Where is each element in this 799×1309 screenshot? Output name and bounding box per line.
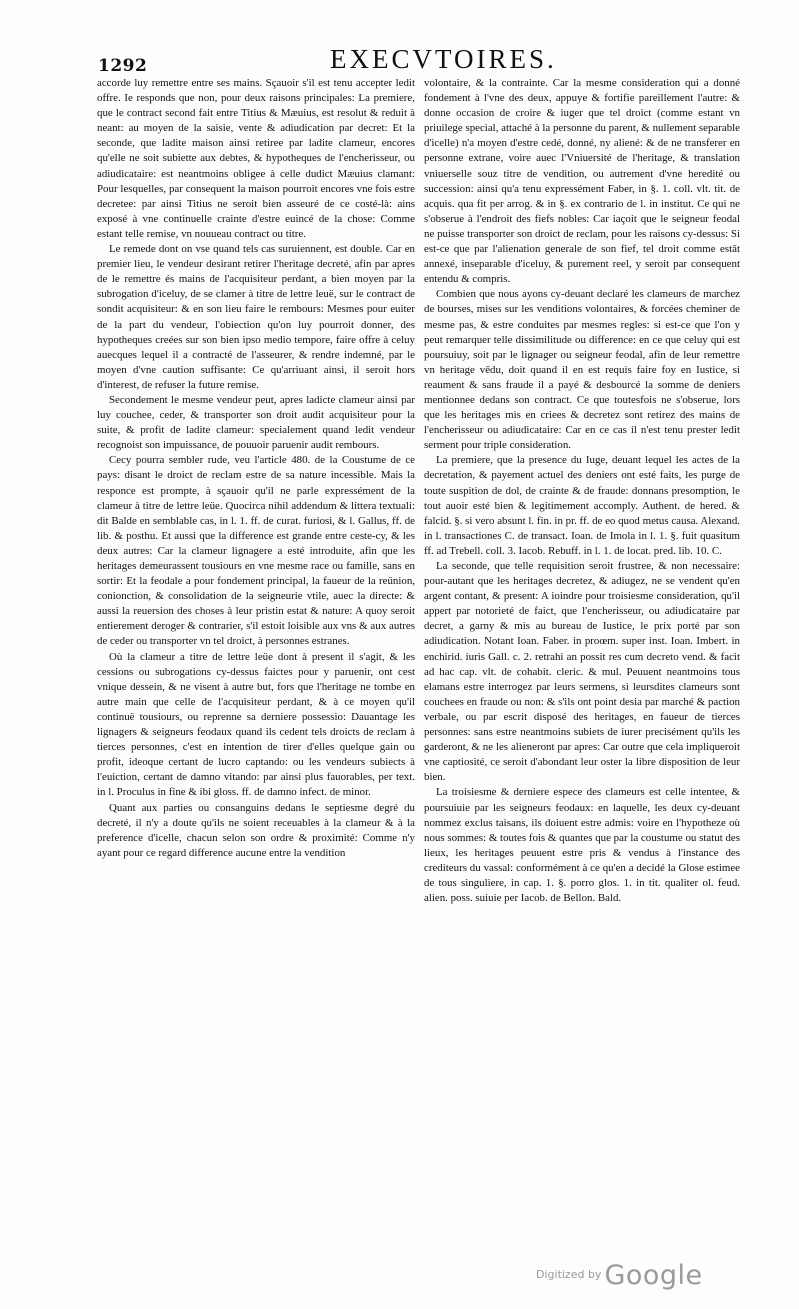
google-watermark (536, 1260, 703, 1291)
page-number: 1292 (98, 56, 148, 76)
watermark-brand: Google (604, 1260, 703, 1291)
paragraph: Le remede dont on vse quand tels cas suruiennent, est double. Car en premier lieu, le vendeur desirant retirer l'heritage decreté, afin par apres de le remettre és mains de l'acquisiteur perdant, a bien moyen par la subrogation d'iceluy, de se clamer à titre de lettre leuë, sur le contract de sondit acquisiteur: & en son lieu faire le rembours: Mesmes pour euiter de la part du vendeur, l'obiection qu'on luy pourroit donner, des hypotheques creées sur son bien ipso medio tempore, faire offre à celuy auecques lequel il a contracté de l'asseurer, & rendre indemné, par le moyen d'vne caution suffisante: Ce qu'arriuant ainsi, il seroit hors d'interest, de refuser la future remise. (97, 243, 415, 391)
paragraph: Secondement le mesme vendeur peut, apres ladicte clameur ainsi par luy couchee, ceder, & transporter son droit audit acquisiteur pour la suite, & profit de ladite clameur: specialement quand ledit vendeur recognoist son impuissance, de pouuoir paruenir audit rembours. (97, 393, 415, 452)
running-head: EXECVTOIRES. (330, 44, 557, 74)
paragraph: Où la clameur a titre de lettre leüe dont à present il s'agit, & les cessions ou subrogations cy-dessus faictes pour y paruenir, ont cest vnique dessein, & ne visent à autre but, fors que l'heritage ne tombe en autre main que celle de l'acquisiteur perdant, & à ce moyen qu'il continuë tousiours, ou reprenne sa derniere possessio: Dauantage les lignagers & seigneurs feodaux quand ils cedent tels droicts de reclam à tierces personnes, c'est en intention de tirer d'elles quelque gain ou profit, ideoque certant de lucro captando: ou les vendeurs subiects à l'euiction, certant de damno vitando: par ainsi plus fauorables, per text. in l. Proculus in fine & ibi gloss. ff. de damno infect. de minor. (97, 650, 415, 799)
paragraph: Cecy pourra sembler rude, veu l'article 480. de la Coustume de ce pays: disant le droict de reclam estre de sa nature incessible. Mais la responce est prompte, à sçauoir qu'il ne parle expressément de la clameur à titre de lettre leüe. Quocirca nihil addendum & littera textuali: dit Balde en semblable cas, in l. 1. ff. de curat. furiosi, & l. Gallus, ff. de lib. & posthu. Et aussi que la difference est grande entre ceste-cy, & les deux autres: Car la clameur lignagere a esté introduite, afin que les heritages demeurassent tousiours en vne mesme race ou famille, sans en sortir: Et la feodale a pour fondement principal, la faueur de la reünion, conionction, & consolidation de la seigneurie vtile, auec la directe: & aussi la reuersion des choses à leur pristin estat & nature: A quoy seroit entierement deroger & contrarier, s'il estoit loisible aux vns & aux autres de ceder ou transporter vn tel droict, à personnes estranes. (97, 454, 415, 648)
paragraph: La troisiesme & derniere espece des clameurs est celle intentee, & poursuiuie par les seigneurs feodaux: en laquelle, les deux cy-deuant nommez exclus taisans, ils doiuent estre admis: voire en l'hypotheze où nous sommes: & toutes fois & quantes que par la coustume ou statut des lieux, les heritages peuuent estre pris & vendus à l'instance des crediteurs du vassal: conformément à ce qu'en a decidé la Glose estimee de tous singuliere, in cap. 1. §. porro glos. 1. in tit. qualiter ol. feud. alien. poss. suiuie per Iacob. de Bellon. Bald. (424, 786, 740, 905)
watermark-prefix: Digitized by (536, 1268, 602, 1281)
paragraph: La premiere, que la presence du Iuge, deuant lequel les actes de la decretation, & payement actuel des deniers ont esté faits, les purge de toute suspition de dol, de crainte & de fraude: donnans presomption, le tout auoir esté bien & legitimement accomply. Authent. de hered. & falcid. §. si vero absunt l. fin. in pr. ff. de eo quod metus causa. Alexand. in l. transactiones C. de transact. Ioan. de Imola in l. 1. §. fuit quasitum ff. ad Trebell. coll. 3. Iacob. Rebuff. in l. 1. de locat. pred. lib. 10. C. (424, 454, 740, 557)
paragraph: Quant aux parties ou consanguins dedans le septiesme degré du decreté, il n'y a doute qu'ils ne soient receuables à la clameur & à la preference d'icelle, chacun selon son ordre & proximité: Comme n'y ayant pour ce regard difference aucune entre la vendition (97, 801, 415, 859)
paragraph: volontaire, & la contrainte. Car la mesme consideration qui a donné fondement à l'vne des deux, appuye & fortifie pareillement l'autre: & donne occasion de croire & iuger que tel droict (comme estant vn priuilege special, attaché à la personne du parent, & nullement separable d'icelle) n'a moyen d'estre cedé, donné, ny aliené: & de ne transferer en personne extrane, voire auec l'Vniuersité de l'heritage, & translation vniuerselle souz titre de vendition, ou autrement d'vne heredité ou succession: ainsi qu'a tenu expressément Faber, in §. 1. coll. vlt. tit. de acquis. qua fit per arrog. & in §. ex contrario de l. in institut. Ce qui ne s'obserue à l'endroit des fiefs nobles: Car iaçoit que le seigneur feodal ne puisse transporter son droict de reclam, pour les raisons cy-dessus: Si est-ce que par l'alienation generale de son fief, tel droit comme estāt annexé, inseparable d'iceluy, & purement reel, y seroit par consequent entendu & compris. (424, 77, 740, 286)
paragraph: La seconde, que telle requisition seroit frustree, & non necessaire: pour-autant que les heritages decretez, & adiugez, ne se vendent qu'en argent contant, & present: A ioindre pour troisiesme consideration, qu'il appert par notorieté de faict, que l'encherisseur, ou adiudicataire par decret, a garny & mis au bureau de Iustice, le prix porté par son adiudication. Notant Ioan. Faber. in proœm. super inst. Ioan. Imbert. in enchirid. iuris Gall. c. 2. retrahi an possit res cum decreto vend. & facit ad hac cap. vlt. de cohabit. cleric. & mul. Peuuent neantmoins tous elamans estre interrogez par leurs sermens, si leursdites clameurs sont couchees en fraude ou non: & s'ils ont point desia par marché & paction verbale, ou par escrit disposé des heritages, en faueur de tierces personnes: sans estre neantmoins subiets de iurer precisément qu'ils les garderont, & ne les alieneront par apres: Car outre que cela impliqueroit vne captiosité, ce seroit d'abondant leur oster la libre disposition de leur bien. (424, 560, 740, 784)
paragraph: accorde luy remettre entre ses mains. Sçauoir s'il est tenu accepter ledit offre. Ie responds que non, pour deux raisons principales: La premiere, que le contract second fait entre Titius & Mæuius, est resolut & reduit à neant: au moyen de la saisie, vente & adiudication par decret: Et la seconde, que ladite maison ainsi retiree par ladite clameur, encores qu'elle ne soit subiette aux debtes, & hypotheques de l'encherisseur, ou adiudicataire: est neantmoins obligee à celle dudict Mæuius clamant: Pour lesquelles, par consequent la maison pourroit encores vne fois estre decretee: par ainsi Titius ne seroit bien asseuré de ce costé-là: ains exposé à vne continuelle crainte d'estre euincé de la chose: Comme estant telle remise, vn nouueau contract ou titre. (97, 77, 415, 240)
left-column (97, 76, 415, 861)
right-column (424, 76, 740, 906)
paragraph: Combien que nous ayons cy-deuant declaré les clameurs de marchez de bourses, mises sur les venditions volontaires, & forcées cheminer de mesme pas, & estre conduites par mesmes regles: si est-ce que l'on y peut remarquer telle dissimilitude ou difference: en ce que celuy qui est poursuiuy, soit par le lignager ou seigneur feodal, afin de leur remettre vn heritage vēdu, doit quand il en est requis faire foy en Iustice, si reaument & sans fraude il a payé & desbourcé la somme de deniers mentionnee dedans son contract. Ce que toutesfois ne s'obserue, lors que les heritages mis en criees & decretez sont retirez des mains de l'encherisseur ou adiudicataire: Car en ce cas il n'est tenu prester ledit serment pour triple consideration. (424, 288, 740, 452)
page-header (98, 44, 738, 78)
